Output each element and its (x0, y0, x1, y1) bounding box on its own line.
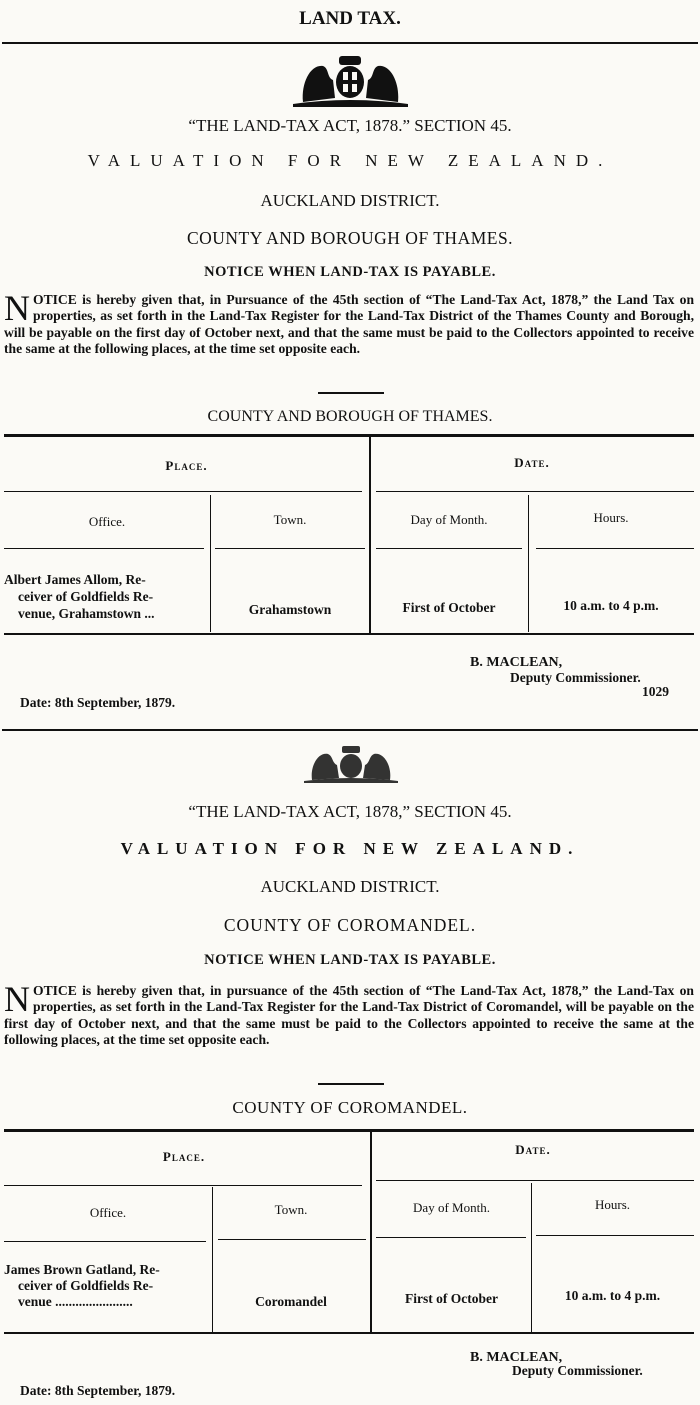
drop-cap: N (4, 979, 30, 1019)
col-town: Town. (273, 512, 307, 527)
place-header: Place. (165, 458, 208, 473)
place-rule (4, 491, 362, 492)
section-divider (2, 729, 698, 731)
col-hours: Hours. (593, 510, 629, 525)
date-header: Date. (515, 1142, 551, 1157)
notice-number: 1029 (642, 684, 669, 699)
district-heading: AUCKLAND DISTRICT. (260, 877, 440, 896)
office-cell: James Brown Gatland, Re- ceiver of Goldfields Re- venue ....................... (4, 1262, 160, 1309)
table-title: COUNTY AND BOROUGH OF THAMES. (207, 408, 493, 425)
day-cell: First of October (405, 1291, 498, 1306)
col-hours: Hours. (594, 1197, 631, 1212)
town-cell: Grahamstown (248, 602, 332, 617)
header-rule (2, 42, 698, 44)
header-body-rule-4 (536, 1235, 694, 1236)
hours-cell: 10 a.m. to 4 p.m. (563, 598, 659, 613)
district-heading: AUCKLAND DISTRICT. (260, 191, 440, 210)
header-body-rule-3 (376, 1237, 526, 1238)
date-rule (376, 1180, 694, 1181)
page-title: LAND TAX. (299, 8, 401, 29)
table-top-rule (4, 1129, 694, 1132)
col-office: Office. (88, 514, 126, 529)
notice-paragraph: NOTICE is hereby given that, in Pursuance of the 45th section of “The Land-Tax Act, 1878,” the Land Tax on properties, as set forth in the Land-Tax Register for the Land-Tax District of the Thames County and Borough, will be payable on the first day of October next, and that the same must be paid to the Collectors appointed to receive the same at the following places, at the time set opposite each. (4, 288, 694, 356)
short-rule (318, 1083, 384, 1085)
notice-paragraph: NOTICE is hereby given that, in pursuance of the 45th section of “The Land-Tax Act, 1878,” the Land-Tax on properties, as set forth in the Land-Tax Register for the Land-Tax District of Coromandel, will be payable on the first day of October next, and that the same must be paid to the Collectors appointed to receive the same at the following places, at the time set opposite each. (4, 979, 694, 1047)
signature-name: B. MACLEAN, (470, 655, 563, 670)
county-heading: COUNTY AND BOROUGH OF THAMES. (186, 228, 514, 248)
signature-title: Deputy Commissioner. (510, 670, 641, 685)
coat-of-arms-icon (283, 52, 418, 108)
col-town: Town. (274, 1202, 308, 1217)
county-heading: COUNTY OF COROMANDEL. (223, 915, 477, 935)
place-rule (4, 1185, 362, 1186)
header-body-rule-2 (218, 1239, 366, 1240)
table-bottom-rule (4, 633, 694, 635)
col-day: Day of Month. (410, 512, 488, 527)
signature-title: Deputy Commissioner. (512, 1363, 643, 1378)
coat-of-arms-icon (296, 744, 406, 784)
notice-date: Date: 8th September, 1879. (20, 1383, 176, 1398)
notice-date: Date: 8th September, 1879. (20, 695, 176, 710)
table-title: COUNTY OF COROMANDEL. (232, 1098, 468, 1117)
date-header: Date. (514, 455, 550, 470)
header-body-rule-3 (376, 548, 522, 549)
header-body-rule-4 (536, 548, 694, 549)
day-cell: First of October (402, 600, 496, 615)
table-bottom-rule (4, 1332, 694, 1334)
header-body-rule (4, 548, 204, 549)
header-body-rule-2 (215, 548, 365, 549)
town-cell: Coromandel (255, 1294, 327, 1309)
col-day: Day of Month. (413, 1200, 490, 1215)
notice-heading: NOTICE WHEN LAND-TAX IS PAYABLE. (204, 264, 496, 280)
notice-heading: NOTICE WHEN LAND-TAX IS PAYABLE. (204, 952, 496, 968)
office-cell: Albert James Allom, Re- ceiver of Goldfields Re- venue, Grahamstown ... (4, 572, 155, 621)
hours-cell: 10 a.m. to 4 p.m. (564, 1288, 661, 1303)
header-body-rule (4, 1241, 206, 1242)
valuation-heading: VALUATION FOR NEW ZEALAND. (87, 151, 613, 170)
table-top-rule (4, 434, 694, 437)
short-rule (318, 392, 384, 394)
date-rule (376, 491, 694, 492)
act-heading: “THE LAND-TAX ACT, 1878.” SECTION 45. (188, 116, 512, 135)
valuation-heading: VALUATION FOR NEW ZEALAND. (120, 839, 580, 858)
drop-cap: N (4, 288, 30, 328)
signature-name: B. MACLEAN, (470, 1350, 563, 1365)
place-header: Place. (162, 1149, 206, 1164)
col-office: Office. (89, 1205, 127, 1220)
act-heading: “THE LAND-TAX ACT, 1878,” SECTION 45. (188, 802, 512, 821)
